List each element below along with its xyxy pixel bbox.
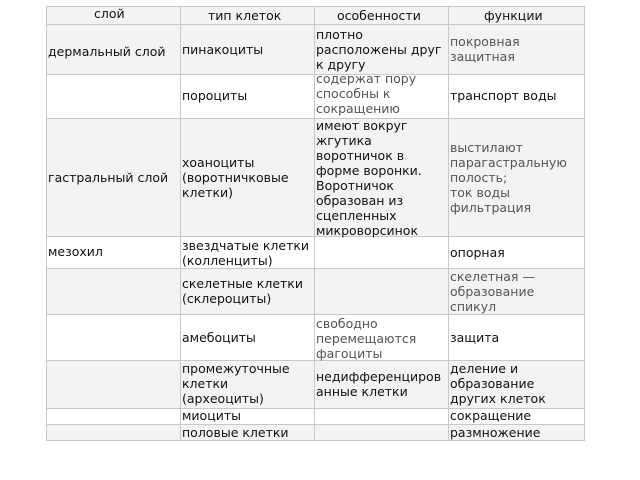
cell-features: недифференциров анные клетки: [316, 369, 442, 399]
cell-features: плотно расположены друг к другу: [316, 27, 442, 72]
cell-function: выстилают парагастральную полость; ток воды фильтрация: [450, 140, 567, 215]
grid-vline: [46, 6, 47, 440]
cell-layer: дермальный слой: [48, 44, 166, 59]
cell-features: содержат пору способны к сокращению: [316, 71, 417, 116]
grid-hline: [46, 314, 585, 315]
cell-cell-type: пороциты: [182, 88, 248, 103]
cell-function: покровная защитная: [450, 34, 520, 64]
cell-cell-type: миоциты: [182, 408, 241, 423]
cell-cell-type: половые клетки: [182, 425, 289, 440]
grid-vline: [584, 6, 585, 440]
cell-cell-type: хоаноциты (воротничковые клетки): [182, 155, 289, 200]
cell-cell-type: пинакоциты: [182, 42, 264, 57]
grid-vline: [314, 6, 315, 440]
cell-layer: гастральный слой: [48, 170, 169, 185]
grid-hline: [46, 24, 585, 25]
cell-features: имеют вокруг жгутика воротничок в форме воронки. Воротничок образован из сцепленных микроворсинок: [316, 118, 422, 238]
cell-cell-type: скелетные клетки (склероциты): [182, 276, 303, 306]
cell-cell-type: звездчатые клетки (колленциты): [182, 238, 310, 268]
cell-function: защита: [450, 330, 500, 345]
cell-layer: мезохил: [48, 244, 103, 259]
grid-hline: [46, 440, 585, 441]
cell-cell-type: промежуточные клетки (археоциты): [182, 361, 290, 406]
cell-features: свободно перемещаются фагоциты: [316, 316, 417, 361]
cell-function: опорная: [450, 245, 505, 260]
grid-vline: [448, 6, 449, 440]
cell-function: деление и образование других клеток: [450, 361, 546, 406]
cell-cell-type: амебоциты: [182, 330, 256, 345]
header-layer: слой: [94, 6, 125, 21]
cell-function: размножение: [450, 425, 541, 440]
cell-function: транспорт воды: [450, 88, 557, 103]
header-function: функции: [484, 8, 543, 23]
cell-function: скелетная — образование спикул: [450, 269, 535, 314]
header-cell-type: тип клеток: [208, 8, 282, 23]
header-features: особенности: [337, 8, 421, 23]
grid-vline: [180, 6, 181, 440]
grid-hline: [46, 6, 585, 7]
cell-function: сокращение: [450, 408, 532, 423]
